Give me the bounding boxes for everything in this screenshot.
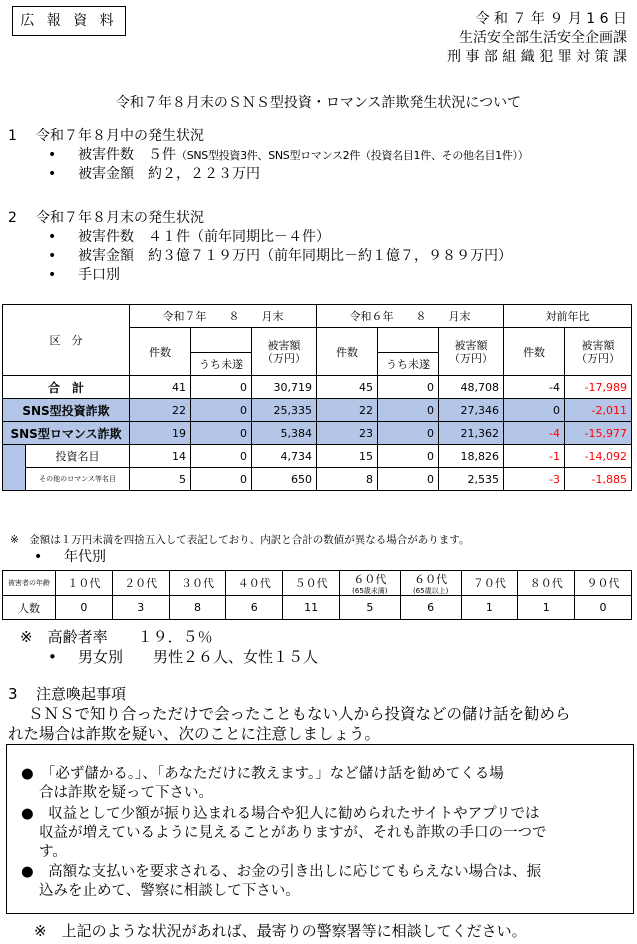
cell: 2,535: [439, 468, 504, 491]
notice-line: 合は詐欺を疑って下さい。: [39, 785, 213, 801]
indent-cell: [3, 445, 26, 491]
col-attempt: うち未遂: [191, 353, 252, 376]
header-r6: 令和６年 ８ 月末: [317, 305, 504, 328]
age-value: 6: [400, 596, 461, 620]
age-col: ４０代: [226, 571, 283, 596]
row-label: SNS型投資詐欺: [3, 399, 130, 422]
section-2-number: 2: [8, 210, 17, 226]
cell: 22: [317, 399, 378, 422]
col-amount: 被害額 （万円）: [252, 328, 317, 376]
s1-count-detail: （SNS型投資3件、SNS型ロマンス2件（投資名目1件、その他名目1件））: [176, 149, 529, 162]
row-label: 合 計: [3, 376, 130, 399]
s3-intro-1: ＳＮＳで知り合っただけで会ったこともない人から投資などの儲け話を勧めら: [28, 705, 571, 723]
cell: 25,335: [252, 399, 317, 422]
age-table: [2, 570, 632, 620]
s2-method: 手口別: [78, 267, 120, 283]
age-heading-label: 年代別: [64, 549, 106, 565]
table-row: [3, 468, 632, 491]
age-value: 0: [575, 596, 632, 620]
notice-line: す。: [39, 844, 67, 860]
col-count: 件数: [130, 328, 191, 376]
fraud-table: [2, 304, 632, 491]
cell: 0: [191, 422, 252, 445]
cell: -3: [504, 468, 565, 491]
age-count-label: 人数: [3, 596, 56, 620]
age-count-row: [3, 596, 632, 620]
row-label: その他のロマンス等名目: [26, 468, 130, 491]
table-row: [3, 445, 632, 468]
notice-line: ● 「必ず儲かる。」、「あなただけに教えます。」など儲け話を勧めてくる場: [21, 766, 504, 782]
bullet-icon: •: [48, 229, 57, 245]
cell: 23: [317, 422, 378, 445]
bullet-icon: •: [48, 166, 57, 182]
cell: -1: [504, 445, 565, 468]
section-2-heading: 令和７年８月末の発生状況: [36, 210, 204, 226]
cell: 27,346: [439, 399, 504, 422]
table-row: [3, 399, 632, 422]
table-row: [3, 422, 632, 445]
cell: 0: [378, 468, 439, 491]
bullet-icon: •: [48, 248, 57, 264]
gender-text: 男女別 男性２６人、女性１５人: [78, 648, 319, 666]
bullet-icon: •: [48, 147, 57, 163]
table-row: [3, 376, 632, 399]
cell: 14: [130, 445, 191, 468]
cell: 0: [191, 468, 252, 491]
cell: -4: [504, 422, 565, 445]
age-col: ９０代: [575, 571, 632, 596]
notice-line: ● 高額な支払いを要求される、お金の引き出しに応じてもらえない場合は、振: [21, 864, 542, 880]
section-1-heading: 令和７年８月中の発生状況: [36, 128, 204, 144]
notice-line: 込みを止めて、警察に相談して下さい。: [39, 883, 300, 899]
cell: -14,092: [565, 445, 632, 468]
notice-box: [6, 744, 634, 914]
section-3-number: 3: [8, 685, 18, 703]
age-value: 6: [226, 596, 283, 620]
age-col-label: ６０代: [353, 573, 387, 586]
age-value: 8: [169, 596, 226, 620]
section-3: [8, 684, 633, 744]
cell: 21,362: [439, 422, 504, 445]
age-col: ２０代: [112, 571, 169, 596]
cell: 0: [378, 445, 439, 468]
cell: 8: [317, 468, 378, 491]
notice-item-3: [21, 863, 623, 901]
header-kubun: 区 分: [3, 305, 130, 376]
cell: 0: [378, 399, 439, 422]
document-title: 令和７年８月末のＳＮＳ型投資・ロマンス詐欺発生状況について: [115, 95, 522, 111]
gender: [8, 648, 318, 667]
press-release-stamp: 広 報 資 料: [12, 6, 126, 36]
section-2: [8, 208, 633, 285]
col-count: 件数: [317, 328, 378, 376]
age-col: [339, 571, 400, 596]
age-value: 1: [518, 596, 575, 620]
cell: 22: [130, 399, 191, 422]
cell: 5,384: [252, 422, 317, 445]
notice-line: 収益が増えているように見えることがありますが、それも詐欺の手口の一つで: [39, 825, 547, 841]
col-attempt-spacer: [378, 328, 439, 353]
col-amount: 被害額 （万円）: [565, 328, 632, 376]
section-1: [8, 126, 633, 184]
age-row-label: 被害者の年齢: [3, 571, 56, 596]
cell: 48,708: [439, 376, 504, 399]
cell: 19: [130, 422, 191, 445]
cell: 30,719: [252, 376, 317, 399]
age-col: ８０代: [518, 571, 575, 596]
header-yoy: 対前年比: [504, 305, 632, 328]
age-col: １０代: [56, 571, 113, 596]
section-3-heading: 注意喚起事項: [36, 685, 127, 703]
cell: 650: [252, 468, 317, 491]
s2-amount: 被害金額 約３億７１９万円（前年同期比－約１億７，９８９万円）: [78, 248, 512, 264]
bullet-icon: •: [48, 267, 57, 283]
bullet-icon: •: [48, 648, 57, 666]
age-value: 5: [339, 596, 400, 620]
footer-note: ※ 上記のような状況があれば、最寄りの警察署等に相談してください。: [34, 922, 527, 940]
age-col-label: ６０代: [414, 573, 448, 586]
section-1-number: 1: [8, 128, 17, 144]
s1-amount: 被害金額 約２，２２３万円: [78, 166, 260, 182]
age-value: 11: [283, 596, 340, 620]
notice-line: ● 収益として少額が振り込まれる場合や犯人に勧められたサイトやアプリでは: [21, 806, 540, 822]
cell: -17,989: [565, 376, 632, 399]
age-value: 0: [56, 596, 113, 620]
col-attempt-spacer: [191, 328, 252, 353]
cell: 0: [378, 422, 439, 445]
col-attempt: うち未遂: [378, 353, 439, 376]
s2-count: 被害件数 ４１件（前年同期比－４件）: [78, 229, 330, 245]
s3-intro-2: れた場合は詐欺を疑い、次のことに注意しましょう。: [8, 725, 381, 743]
age-header-row: [3, 571, 632, 596]
age-col-sub: (65歳以上): [412, 587, 449, 595]
department-1: 生活安全部生活安全企画課: [459, 30, 627, 46]
cell: 0: [191, 376, 252, 399]
age-col: ３０代: [169, 571, 226, 596]
age-col-sub: (65歳未満): [352, 587, 388, 595]
header-r7: 令和７年 ８ 月末: [130, 305, 317, 328]
col-amount: 被害額 （万円）: [439, 328, 504, 376]
age-heading: [8, 548, 106, 567]
notice-item-2: [21, 805, 623, 862]
amount-note: ※ 金額は１万円未満を四捨五入して表記しており、内訳と合計の数値が異なる場合があります。: [10, 534, 470, 546]
age-col: ７０代: [461, 571, 518, 596]
cell: -15,977: [565, 422, 632, 445]
age-value: 3: [112, 596, 169, 620]
cell: 0: [378, 376, 439, 399]
col-count: 件数: [504, 328, 565, 376]
cell: 41: [130, 376, 191, 399]
cell: 45: [317, 376, 378, 399]
cell: 18,826: [439, 445, 504, 468]
notice-item-1: [21, 765, 623, 803]
cell: 0: [504, 399, 565, 422]
elderly-rate: ※ 高齢者率 １９．５％: [20, 628, 213, 646]
cell: -2,011: [565, 399, 632, 422]
cell: 4,734: [252, 445, 317, 468]
age-col: ５０代: [283, 571, 340, 596]
cell: 15: [317, 445, 378, 468]
bullet-icon: •: [34, 549, 43, 565]
cell: 5: [130, 468, 191, 491]
row-label: 投資名目: [26, 445, 130, 468]
row-label: SNS型ロマンス詐欺: [3, 422, 130, 445]
release-date: 令 和 ７ 年 ９ 月 1 6 日: [475, 11, 627, 27]
cell: 0: [191, 445, 252, 468]
age-col: [400, 571, 461, 596]
cell: -4: [504, 376, 565, 399]
s1-count: 被害件数 ５件: [78, 147, 176, 163]
cell: 0: [191, 399, 252, 422]
department-2: 刑 事 部 組 織 犯 罪 対 策 課: [446, 49, 627, 65]
header-right: [447, 10, 627, 67]
cell: -1,885: [565, 468, 632, 491]
age-value: 1: [461, 596, 518, 620]
